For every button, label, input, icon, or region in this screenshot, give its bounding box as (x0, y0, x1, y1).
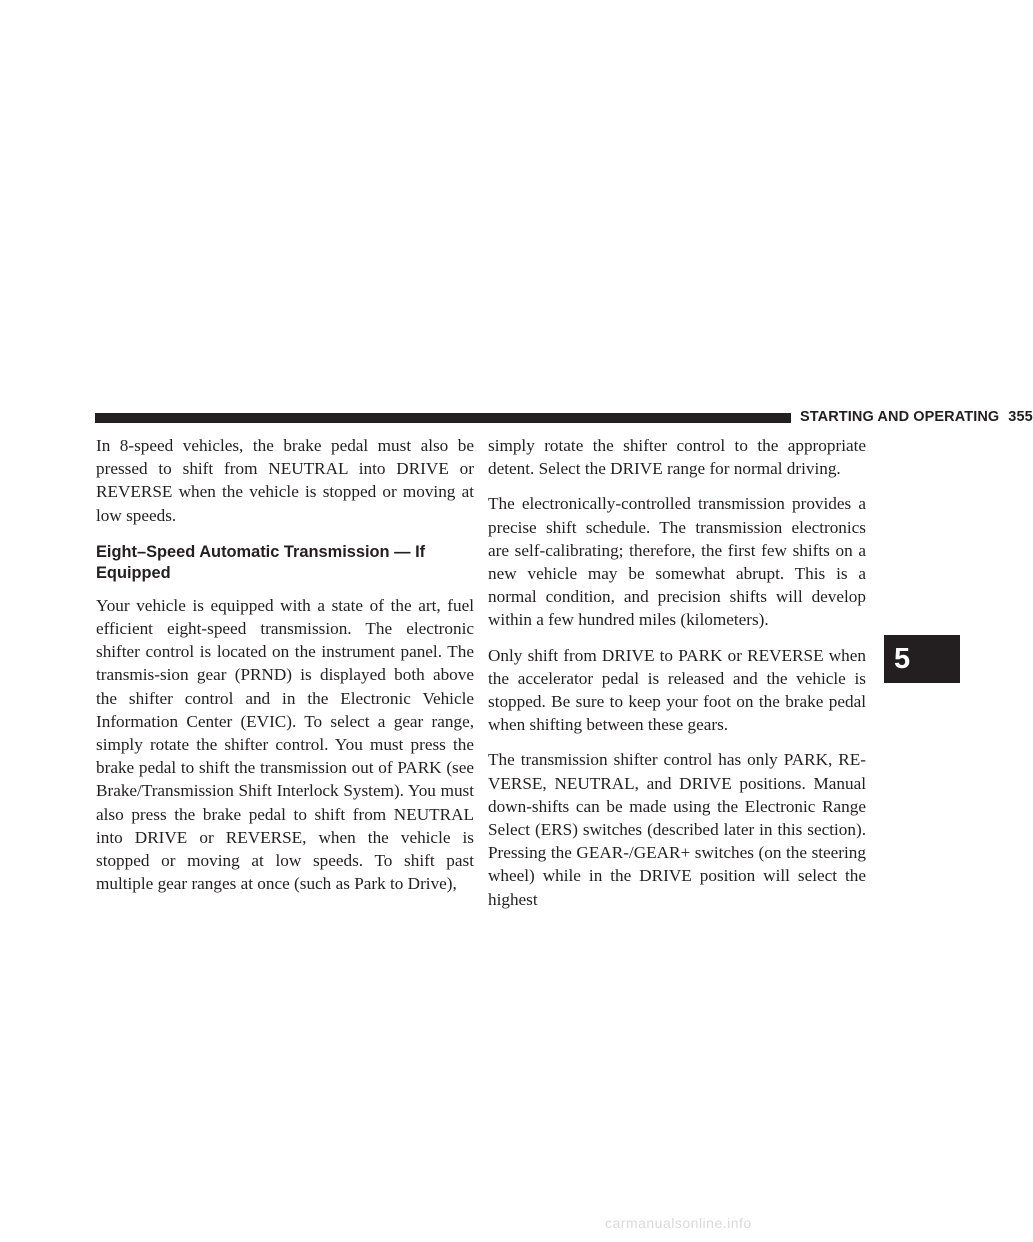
section-title: STARTING AND OPERATING (800, 409, 1000, 425)
right-paragraph-3: Only shift from DRIVE to PARK or REVERSE when the accelerator pedal is released and the vehicle is stopped. Be sure to keep your foot on the brake pedal when shifting between these gears. (488, 645, 866, 735)
page-number: 355 (1008, 409, 1033, 425)
left-column (96, 434, 474, 907)
chapter-tab: 5 (884, 635, 960, 683)
right-paragraph-2: The electronically-controlled transmission provides a precise shift schedule. The transmission electronics are self-calibrating; therefore, the first few shifts on a new vehicle may be somewhat abrupt. This is a normal condition, and precision shifts will develop within a few hundred miles (kilometers). (488, 494, 866, 630)
right-column (488, 434, 866, 923)
left-paragraph-1: In 8-speed vehicles, the brake pedal must also be pressed to shift from NEUTRAL into DRIVE or REVERSE when the vehicle is stopped or moving at low speeds. (96, 436, 474, 525)
section-heading: Eight–Speed Automatic Transmission — If Equipped (96, 542, 426, 582)
left-paragraph-2: Your vehicle is equipped with a state of the art, fuel efficient eight-speed transmission. The electronic shifter control is located on the instrument panel. The transmis-sion gear (PRND) is displayed both above the shifter control and in the Electronic Vehicle Information Center (EVIC). To select a gear range, simply rotate the shifter control. You must press the brake pedal to shift the transmission out of PARK (see Brake/Transmission Shift Interlock System). You must also press the brake pedal to shift from NEUTRAL into DRIVE or REVERSE, when the vehicle is stopped or moving at low speeds. To shift past multiple gear ranges at once (such as Park to Drive), (96, 595, 474, 894)
right-paragraph-1: simply rotate the shifter control to the appropriate detent. Select the DRIVE range for normal driving. (488, 436, 866, 479)
running-header (800, 408, 1033, 426)
right-paragraph-4: The transmission shifter control has only PARK, RE-VERSE, NEUTRAL, and DRIVE positions. Manual down-shifts can be made using the Electronic Range Select (ERS) switches (described later in this section). Pressing the GEAR-/GEAR+ switches (on the steering wheel) while in the DRIVE position will select the highest (488, 750, 866, 909)
header-rule (95, 413, 791, 423)
footer-watermark: carmanualsonline.info (605, 1215, 752, 1231)
